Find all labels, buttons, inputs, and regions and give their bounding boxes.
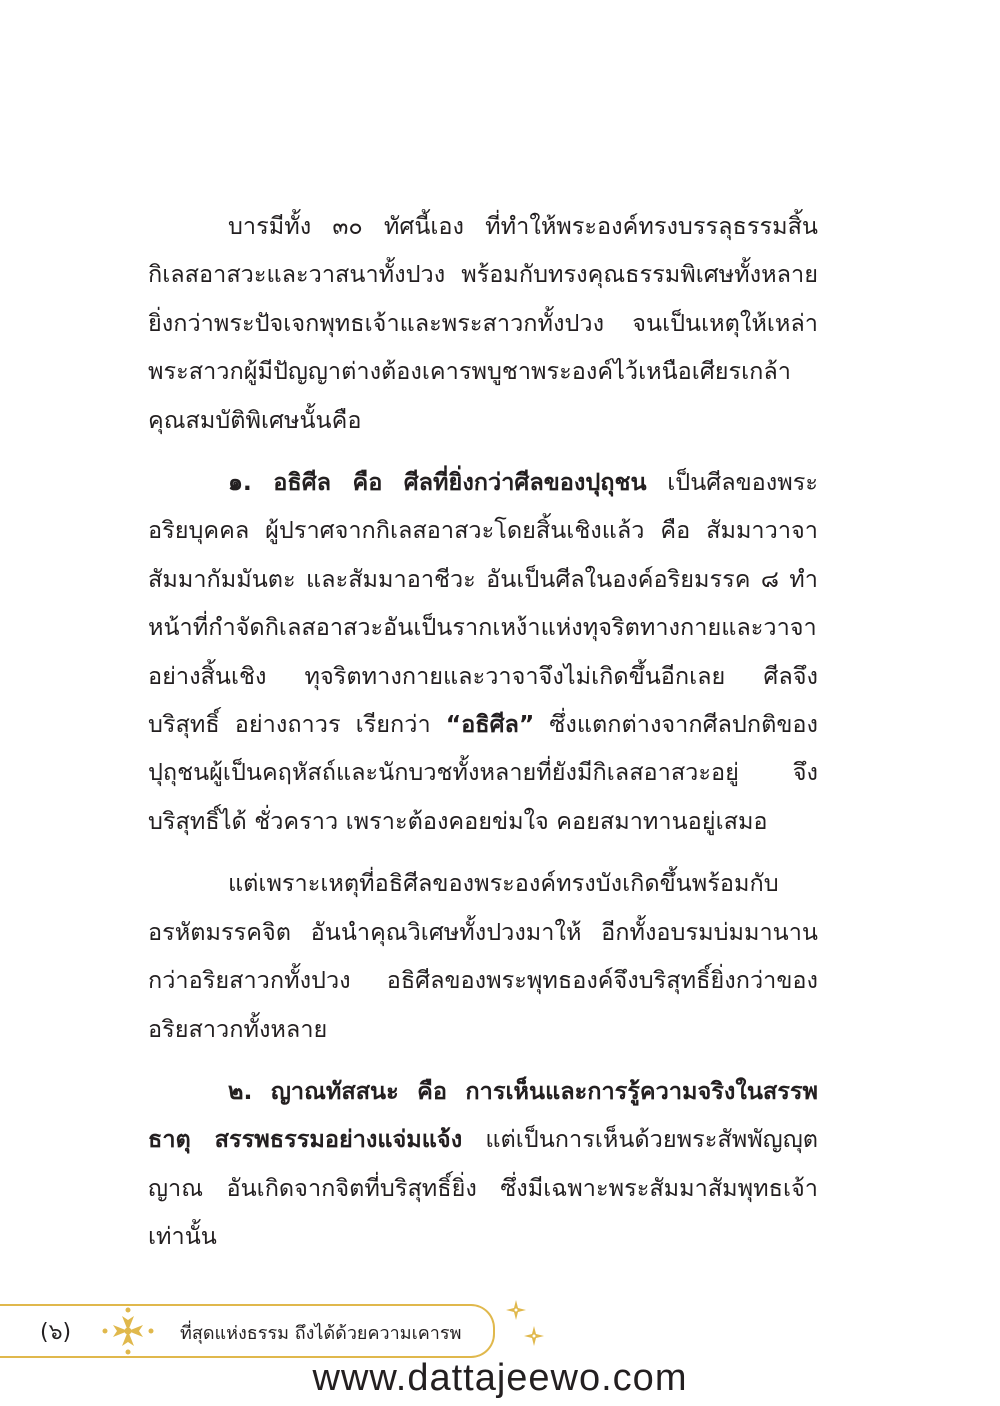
heading-nanadassana: ๒. ญาณทัสสนะ คือ การเห็นและการรู้ความจริงในสรรพธาตุ สรรพธรรมอย่างแจ่มแจ้ง xyxy=(148,1076,818,1154)
website-url: www.dattajeewo.com xyxy=(312,1357,688,1399)
footer-book-title: ที่สุดแห่งธรรม ถึงได้ด้วยความเคารพ xyxy=(180,1323,462,1344)
heading-adhisila: ๑. อธิศีล คือ ศีลที่ยิ่งกว่าศีลของปุถุชน xyxy=(228,468,647,497)
page-body xyxy=(148,202,818,1261)
paragraph-nanadassana xyxy=(148,1067,818,1261)
paragraph-adhisila-purity: แต่เพราะเหตุที่อธิศีลของพระองค์ทรงบังเกิดขึ้นพร้อมกับอรหัตมรรคจิต อันนำคุณวิเศษทั้งปวงมาให้ อีกทั้งอบรมบ่มมานาน กว่าอริยสาวกทั้งปวง อธิศีลของพระพุทธองค์จึงบริสุทธิ์ยิ่งกว่าของ อริยสาวกทั้งหลาย xyxy=(148,869,818,1043)
paragraph-adhisila-text-b: ซึ่งแตกต่างจากศีลปกติของปุถุชนผู้เป็นคฤหัสถ์และนักบวชทั้งหลายที่ยังมีกิเลสอาสวะอยู่ จึงบริสุทธิ์ได้ ชั่วคราว เพราะต้องคอยข่มใจ คอยสมาทานอยู่เสมอ xyxy=(148,710,818,835)
term-adhisila: “อธิศีล” xyxy=(445,710,535,739)
flower-ornament-icon xyxy=(100,1306,156,1356)
paragraph-adhisila xyxy=(148,458,818,845)
paragraph-intro: บารมีทั้ง ๓๐ ทัศนี้เอง ที่ทำให้พระองค์ทรงบรรลุธรรมสิ้นกิเลสอาสวะและวาสนาทั้งปวง พร้อมกับทรงคุณธรรมพิเศษทั้งหลาย ยิ่งกว่าพระปัจเจกพุทธเจ้าและพระสาวกทั้งปวง จนเป็นเหตุให้เหล่าพระสาวกผู้มีปัญญาต่างต้องเคารพบูชาพระองค์ไว้เหนือเศียรเกล้า คุณสมบัติพิเศษนั้นคือ xyxy=(148,212,818,434)
paragraph-adhisila-text-a: เป็นศีลของพระอริยบุคคล ผู้ปราศจากกิเลสอาสวะโดยสิ้นเชิงแล้ว คือ สัมมาวาจา สัมมากัมมันตะ และสัมมาอาชีวะ อันเป็นศีลในองค์อริยมรรค ๘ ทำหน้าที่กำจัดกิเลสอาสวะอันเป็นรากเหง้าแห่งทุจริตทางกายและวาจา อย่างสิ้นเชิง ทุจริตทางกายและวาจาจึงไม่เกิดขึ้นอีกเลย ศีลจึงบริสุทธิ์ อย่างถาวร เรียกว่า xyxy=(148,468,818,739)
page-number: (๖) xyxy=(40,1320,72,1345)
sparkle-ornament-icon xyxy=(502,1296,550,1358)
paragraph-nanadassana-text: แต่เป็นการเห็นด้วยพระสัพพัญญุตญาณ อันเกิดจากจิตที่บริสุทธิ์ยิ่ง ซึ่งมีเฉพาะพระสัมมาสัมพุทธเจ้าเท่านั้น xyxy=(148,1125,818,1251)
